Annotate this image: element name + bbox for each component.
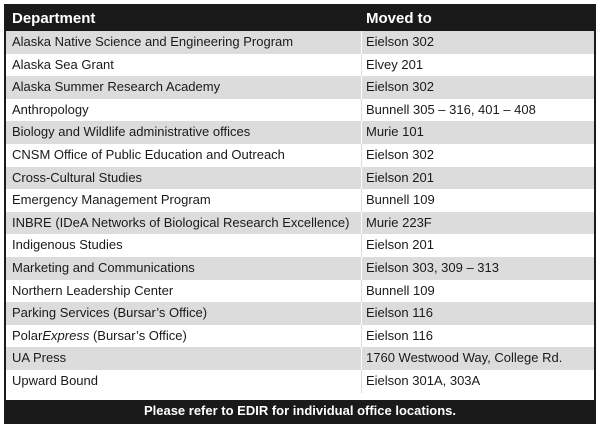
cell-department: Alaska Summer Research Academy [6,76,362,99]
table-row [6,54,594,77]
cell-moved-to: Eielson 302 [366,79,434,95]
table-row [6,234,594,257]
cell-department: Parking Services (Bursar’s Office) [6,302,362,325]
cell-department: Marketing and Communications [6,257,362,280]
cell-moved-to: Eielson 201 [366,169,434,185]
cell-department: Upward Bound [6,370,362,393]
cell-department: Cross-Cultural Studies [6,167,362,190]
cell-department: UA Press [6,347,362,370]
table-row [6,325,594,348]
table-footer-note: Please refer to EDIR for individual office locations. [6,400,594,422]
cell-moved-to: Eielson 116 [366,327,433,343]
cell-department: INBRE (IDeA Networks of Biological Research Excellence) [6,212,362,235]
cell-moved-to: Eielson 302 [366,34,434,49]
cell-department: Anthropology [6,99,362,122]
table-row [6,189,594,212]
header-moved-to: Moved to [366,10,432,27]
cell-moved-to: Elvey 201 [366,56,424,72]
cell-department: Northern Leadership Center [6,280,362,303]
cell-department: Alaska Sea Grant [6,54,362,77]
relocation-table [4,4,596,424]
table-row [6,144,594,167]
table-row [6,370,594,393]
cell-department: Indigenous Studies [6,234,362,257]
cell-moved-to: Bunnell 109 [366,282,435,298]
cell-moved-to: Bunnell 109 [366,192,435,208]
cell-moved-to: Eielson 301A, 303A [366,372,481,388]
department-prefix: Polar [12,327,43,343]
cell-department: Biology and Wildlife administrative offices [6,121,362,144]
cell-department: Emergency Management Program [6,189,362,212]
cell-department: CNSM Office of Public Education and Outreach [6,144,362,167]
table-row [6,31,594,54]
table-row [6,280,594,303]
table-row [6,121,594,144]
department-italic: Express [42,327,90,343]
cell-department: Alaska Native Science and Engineering Program [6,31,362,54]
header-department: Department [12,10,96,27]
table-row [6,347,594,370]
cell-moved-to: Murie 223F [366,214,432,230]
department-suffix: (Bursar’s Office) [89,327,187,343]
cell-department [6,325,362,348]
table-header [6,6,594,31]
cell-moved-to: Murie 101 [366,124,424,140]
cell-moved-to: Eielson 116 [366,305,433,321]
cell-moved-to: Eielson 303, 309 – 313 [366,259,499,275]
table-row [6,302,594,325]
cell-moved-to: 1760 Westwood Way, College Rd. [366,350,563,366]
table-row [6,76,594,99]
cell-moved-to: Eielson 201 [366,237,434,253]
cell-moved-to: Eielson 302 [366,146,434,162]
table-row [6,257,594,280]
cell-moved-to: Bunnell 305 – 316, 401 – 408 [366,101,536,117]
table-row [6,167,594,190]
table-row [6,99,594,122]
table-row [6,212,594,235]
